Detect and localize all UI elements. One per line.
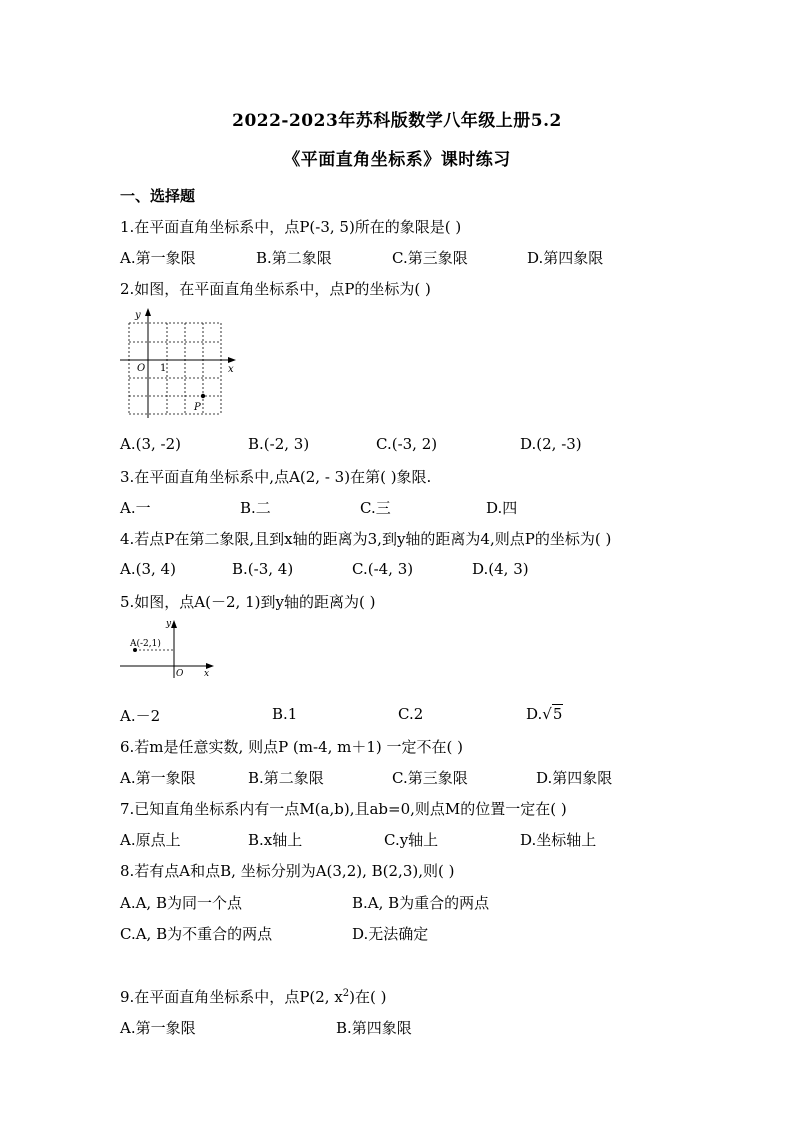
q5-coordinate-figure — [118, 618, 218, 680]
question-3-stem: 3.在平面直角坐标系中,点A(2, - 3)在第( )象限. — [120, 468, 432, 486]
question-7-stem: 7.已知直角坐标系内有一点M(a,b),且ab=0,则点M的位置一定在( ) — [120, 800, 567, 818]
q4-option-b: B.(-3, 4) — [232, 560, 294, 578]
q9-stem-start: 9.在平面直角坐标系中，点P(2, x — [120, 988, 343, 1006]
q1-option-a: A.第一象限 — [120, 249, 196, 267]
q1-option-d: D.第四象限 — [527, 249, 604, 267]
sqrt-symbol: √5 — [542, 705, 563, 723]
q2-y-label: y — [135, 310, 141, 321]
question-2-stem: 2.如图，在平面直角坐标系中，点P的坐标为( ) — [120, 280, 431, 298]
question-5-stem: 5.如图，点A(－2, 1)到y轴的距离为( ) — [120, 593, 376, 611]
q9-exponent: 2 — [342, 988, 350, 999]
title-line-2: 《平面直角坐标系》课时练习 — [283, 150, 511, 170]
q5-option-d-radicand: 5 — [552, 705, 563, 723]
q8-option-c: C.A, B为不重合的两点 — [120, 925, 273, 943]
q2-option-a: A.(3, -2) — [120, 435, 181, 453]
q7-option-b: B.x轴上 — [248, 831, 303, 849]
q1-option-b: B.第二象限 — [256, 249, 332, 267]
q9-stem-end: )在( ) — [349, 988, 387, 1006]
q4-option-d: D.(4, 3) — [472, 560, 529, 578]
q6-option-b: B.第二象限 — [248, 769, 324, 787]
q2-y-arrow — [145, 308, 151, 316]
q4-option-c: C.(-4, 3) — [352, 560, 414, 578]
title-line-1: 2022-2023年苏科版数学八年级上册5.2 — [232, 111, 562, 131]
q5-origin-label: O — [176, 669, 184, 679]
q2-coordinate-grid-figure — [118, 306, 244, 418]
q2-option-c: C.(-3, 2) — [376, 435, 438, 453]
q5-y-arrow — [171, 620, 177, 628]
q4-option-a: A.(3, 4) — [120, 560, 176, 578]
q3-option-b: B.二 — [240, 499, 271, 517]
q5-option-d — [526, 705, 563, 723]
q6-option-c: C.第三象限 — [392, 769, 468, 787]
q1-option-c: C.第三象限 — [392, 249, 468, 267]
q3-option-c: C.三 — [360, 499, 391, 517]
q2-option-b: B.(-2, 3) — [248, 435, 310, 453]
q8-option-a: A.A, B为同一个点 — [120, 894, 242, 912]
q7-option-c: C.y轴上 — [384, 831, 439, 849]
q5-option-b: B.1 — [272, 705, 298, 723]
q6-option-d: D.第四象限 — [536, 769, 613, 787]
q9-option-b: B.第四象限 — [336, 1019, 412, 1037]
q3-option-d: D.四 — [486, 499, 518, 517]
q3-option-a: A.一 — [120, 499, 151, 517]
q2-unit-label: 1 — [160, 363, 167, 374]
question-9-stem — [120, 986, 387, 1007]
q5-option-a: A.－2 — [120, 707, 161, 725]
q2-point-label: P — [194, 402, 201, 413]
q8-option-b: B.A, B为重合的两点 — [352, 894, 490, 912]
question-1-stem: 1.在平面直角坐标系中，点P(-3, 5)所在的象限是( ) — [120, 218, 462, 236]
q5-y-label: y — [166, 619, 172, 629]
q2-x-label: x — [228, 364, 234, 375]
q2-origin-label: O — [137, 363, 146, 374]
q5-x-label: x — [204, 669, 210, 679]
q6-option-a: A.第一象限 — [120, 769, 196, 787]
q5-option-d-letter: D. — [526, 705, 543, 723]
section-heading: 一、选择题 — [120, 187, 196, 205]
q2-point-p — [201, 394, 205, 398]
question-4-stem: 4.若点P在第二象限,且到x轴的距离为3,到y轴的距离为4,则点P的坐标为( ) — [120, 530, 612, 548]
q7-option-a: A.原点上 — [120, 831, 181, 849]
question-6-stem: 6.若m是任意实数, 则点P (m-4, m＋1) 一定不在( ) — [120, 738, 464, 756]
q5-point-label: A(-2,1) — [130, 639, 161, 649]
q5-option-c: C.2 — [398, 705, 424, 723]
q2-x-arrow — [228, 357, 236, 363]
q9-option-a: A.第一象限 — [120, 1019, 196, 1037]
question-8-stem: 8.若有点A和点B, 坐标分别为A(3,2), B(2,3),则( ) — [120, 862, 455, 880]
q7-option-d: D.坐标轴上 — [520, 831, 597, 849]
q8-option-d: D.无法确定 — [352, 925, 429, 943]
q2-option-d: D.(2, -3) — [520, 435, 582, 453]
